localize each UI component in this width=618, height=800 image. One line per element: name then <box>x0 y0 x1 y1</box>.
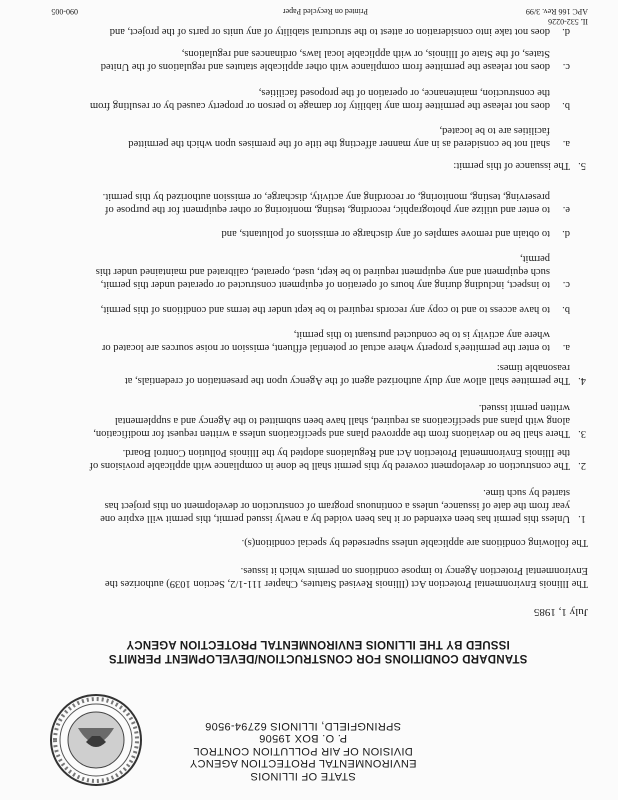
subitem-letter: b. <box>562 100 570 111</box>
subitem-text: facilities are to be located, <box>439 125 550 136</box>
condition-number: 1. <box>578 513 586 524</box>
condition-text: started by such time. <box>483 487 570 498</box>
subitem-letter: d. <box>562 228 570 239</box>
condition-text: The issuance of this permit: <box>453 160 570 171</box>
condition-item <box>30 401 586 440</box>
subitem-letter: c. <box>562 279 570 290</box>
condition-subitem <box>30 124 570 150</box>
subitem-text: where any activity is to be conducted pursuant to this permit, <box>293 329 550 340</box>
subitem-text: preserving, testing, monitoring, or recording any activity, discharge, or emission authorized by this permit. <box>102 191 550 202</box>
division-name: DIVISION OF AIR POLLUTION CONTROL <box>193 745 413 757</box>
subitem-text: to enter the permittee's property where actual or potential effluent, emission or noise sources are located or <box>101 342 550 353</box>
condition-number: 5. <box>578 160 586 171</box>
condition-item <box>30 159 586 172</box>
po-box: P. O. BOX 19506 <box>258 732 348 745</box>
condition-subitem <box>30 303 570 316</box>
condition-subitem <box>30 86 570 112</box>
subitem-text: to enter and utilize any photographic, recording, testing, monitoring or other equipment for the purpose of <box>105 204 550 215</box>
condition-subitem <box>30 328 570 354</box>
subitem-text: States, of the State of Illinois, or with applicable local laws, ordinances and regulations, <box>181 48 550 59</box>
condition-item <box>30 361 586 387</box>
subitem-text: does not take into consideration or attest to the structural stability of any units or parts of the project, and <box>109 26 550 37</box>
condition-subitem <box>30 190 570 216</box>
subitem-text: to inspect, including during any hours of operation of equipment constructed or operated under this permit, <box>100 279 550 290</box>
agency-name: ENVIRONMENTAL PROTECTION AGENCY <box>189 757 417 770</box>
condition-subitem <box>30 252 570 291</box>
condition-subitem <box>30 227 570 240</box>
footer-recycled-note: Printed on Recycled Paper <box>282 7 368 16</box>
agency-seal-icon <box>48 692 144 788</box>
condition-text: Unless this permit has been extended or it has been voided by a newly issued permit, this permit will expire one <box>100 513 570 524</box>
condition-item <box>30 486 586 525</box>
subitem-text: shall not be considered as in any manner affecting the title of the premises upon which the permitted <box>128 138 550 149</box>
footer-doc-number: 090-005 <box>51 7 78 16</box>
condition-subitem <box>30 25 570 38</box>
subitem-letter: a. <box>562 138 570 149</box>
condition-item <box>30 446 586 472</box>
city-address: SPRINGFIELD, ILLINOIS 62794-9506 <box>204 720 402 732</box>
condition-text: reasonable times: <box>496 362 570 373</box>
document-date: July 1, 1985 <box>533 606 588 618</box>
title-line-1: STANDARD CONDITIONS FOR CONSTRUCTION/DEVELOPMENT PERMITS <box>108 652 528 664</box>
subitem-text: such equipment and any equipment required to be kept, used, operated, calibrated and maintained under this <box>95 266 550 277</box>
subitem-text: to have access to and to copy any records required to be kept under the terms and conditions of this permit, <box>100 304 550 315</box>
subitem-letter: d. <box>562 26 570 37</box>
subitem-letter: b. <box>562 304 570 315</box>
state-name: STATE OF ILLINOIS <box>250 770 356 782</box>
condition-text: the Illinois Environmental Protection Act and Regulations adopted by the Illinois Pollution Control Board. <box>122 447 570 458</box>
condition-text: written permit issued. <box>478 402 570 413</box>
condition-number: 3. <box>578 428 586 439</box>
subitem-text: permit, <box>519 253 550 264</box>
condition-number: 4. <box>578 375 586 386</box>
title-line-2: ISSUED BY THE ILLINOIS ENVIRONMENTAL PROTECTION AGENCY <box>126 638 510 650</box>
condition-text: The permittee shall allow any duly authorized agent of the Agency upon the presentation of credentials, at <box>124 375 570 386</box>
condition-text: There shall be no deviations from the approved plans and specifications unless a written request for modification, <box>93 428 570 439</box>
intro-line-2: Environmental Protection Agency to impose conditions on permits which it issues. <box>240 565 588 576</box>
footer-form-number: APC 166 Rev. 3/99 <box>525 7 588 16</box>
condition-number: 2. <box>578 460 586 471</box>
subitem-text: to obtain and remove samples of any discharge or emissions of pollutants, and <box>221 228 550 239</box>
agency-address-block <box>188 720 418 783</box>
subitem-letter: c. <box>562 61 570 72</box>
intro-paragraph <box>30 564 588 590</box>
condition-text: along with plans and specifications as required, shall have been submitted to the Agency and a supplemental <box>114 415 570 426</box>
subitem-text: does not release the permittee from compliance with other applicable statutes and regulations of the United <box>100 61 550 72</box>
condition-text: The construction or development covered by this permit shall be done in compliance with applicable provisions of <box>89 460 570 471</box>
condition-text: year from the date of issuance, unless a continuous program of construction or development on this project has <box>104 500 570 511</box>
subitem-text: does not release the permittee from any liability for damage to person or property caused by or resulting from <box>89 100 550 111</box>
subitem-letter: e. <box>562 204 570 215</box>
conditions-intro: The following conditions are applicable unless superseded by special condition(s). <box>241 537 588 548</box>
condition-subitem <box>30 47 570 73</box>
subitem-text: the construction, maintenance, or operation of the proposed facilities, <box>258 87 550 98</box>
footer-code: IL 532-0226 <box>548 17 588 26</box>
document-title <box>78 637 558 665</box>
subitem-letter: a. <box>562 342 570 353</box>
intro-line-1: The Illinois Environmental Protection Act (Illinois Revised Statutes, Chapter 111-1/2, Section 1039) authorizes the <box>104 578 588 589</box>
